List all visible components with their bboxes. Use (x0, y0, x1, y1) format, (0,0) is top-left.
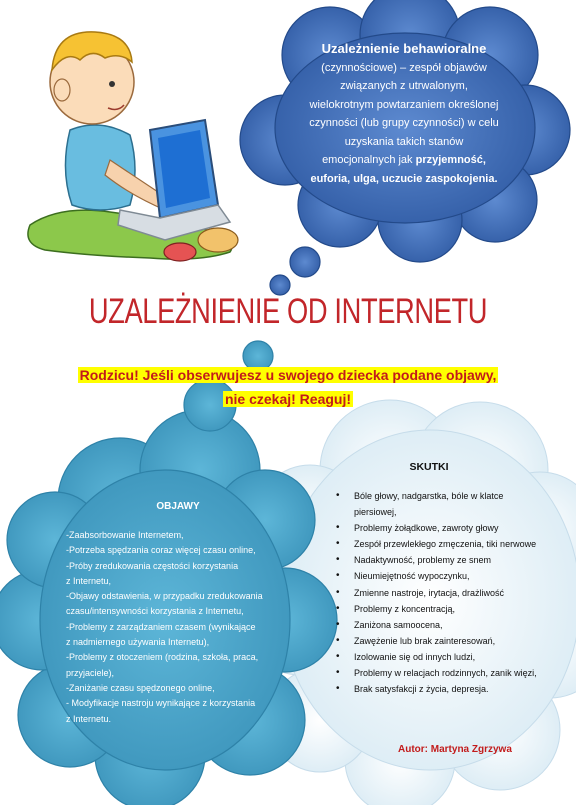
list-item: • Problemy w relacjach rodzinnych, zanik więzi, (330, 665, 560, 681)
page-title: UZALEŻNIENIE OD INTERNETU (88, 292, 488, 331)
definition-line (298, 170, 510, 189)
objawy-line: z nadmiernego używania Internetu), (66, 637, 210, 648)
objawy-line: czasu/intensywności korzystania z Internetu, (66, 606, 244, 617)
definition-line (298, 151, 510, 170)
objawy-line: przyjaciele), (66, 667, 115, 678)
warning-highlight: Rodzicu! Jeśli obserwujesz u swojego dziecka podane objawy, (79, 367, 497, 383)
list-item: • Izolowanie się od innych ludzi, (330, 649, 560, 665)
objawy-line: -Zaabsorbowanie Internetem, (66, 530, 184, 540)
objawy-line: -Problemy z otoczeniem (rodzina, szkoła, praca, (66, 652, 259, 663)
definition-text (298, 40, 510, 188)
warning-line-2 (0, 391, 576, 407)
list-item: • Zmienne nastroje, irytacja, drażliwość (330, 585, 560, 601)
list-item: • Nadaktywność, problemy ze snem (330, 552, 560, 568)
definition-bubbles (270, 247, 320, 295)
definition-line: związanych z utrwalonym, (340, 80, 468, 92)
objawy-line: -Potrzeba spędzania coraz więcej czasu online, (66, 545, 256, 556)
definition-line: wielokrotnym powtarzaniem określonej (309, 98, 499, 111)
list-item: • Nieumiejętność wypoczynku, (330, 568, 560, 584)
objawy-line: -Zaniżanie czasu spędzonego online, (66, 682, 215, 693)
skutki-list (330, 488, 560, 697)
objawy-line: z Internetu. (66, 713, 112, 724)
objawy-title: OBJAWY (156, 501, 200, 512)
definition-line: (czynnościowe) – zespół objawów (321, 61, 487, 74)
list-item: • Brak satysfakcji z życia, depresja. (330, 681, 560, 697)
list-item: • Problemy żołądkowe, zawroty głowy (330, 520, 560, 536)
objawy-list (66, 528, 276, 727)
objawy-line: - Modyfikacje nastroju wynikające z korzystania (66, 698, 256, 709)
warning-line-1 (0, 367, 576, 383)
list-item: • Problemy z koncentracją, (330, 601, 560, 617)
warning-highlight: nie czekaj! Reaguj! (224, 391, 352, 407)
objawy-line: z Internetu, (66, 575, 112, 586)
definition-emphasis: euforia, ulga, uczucie zaspokojenia. (310, 172, 498, 185)
objawy-line: -Problemy z zarządzaniem czasem (wynikające (66, 621, 256, 632)
definition-line: uzyskania takich stanów (344, 135, 464, 148)
list-item-continuation: piersiowej, (354, 507, 397, 518)
definition-line: czynności (lub grupy czynności) w celu (309, 117, 499, 129)
objawy-line: -Objawy odstawienia, w przypadku zredukowania (66, 591, 263, 602)
definition-line-prefix: emocjonalnych jak (322, 154, 416, 166)
author-credit: Autor: Martyna Zgrzywa (398, 744, 512, 755)
skutki-title: SKUTKI (409, 461, 449, 473)
objawy-line: -Próby zredukowania częstości korzystania (66, 560, 239, 571)
boy-with-laptop-illustration (28, 32, 238, 261)
definition-emphasis: przyjemność, (415, 154, 486, 166)
list-item: • Zespół przewlekłego zmęczenia, tiki nerwowe (330, 536, 560, 552)
definition-title: Uzależnienie behawioralne (321, 41, 487, 56)
list-item: • Zawężenie lub brak zainteresowań, (330, 633, 560, 649)
list-item: • Zaniżona samoocena, (330, 617, 560, 633)
objawy-bubbles (184, 341, 273, 431)
list-item: • Bóle głowy, nadgarstka, bóle w klatce (330, 488, 560, 504)
